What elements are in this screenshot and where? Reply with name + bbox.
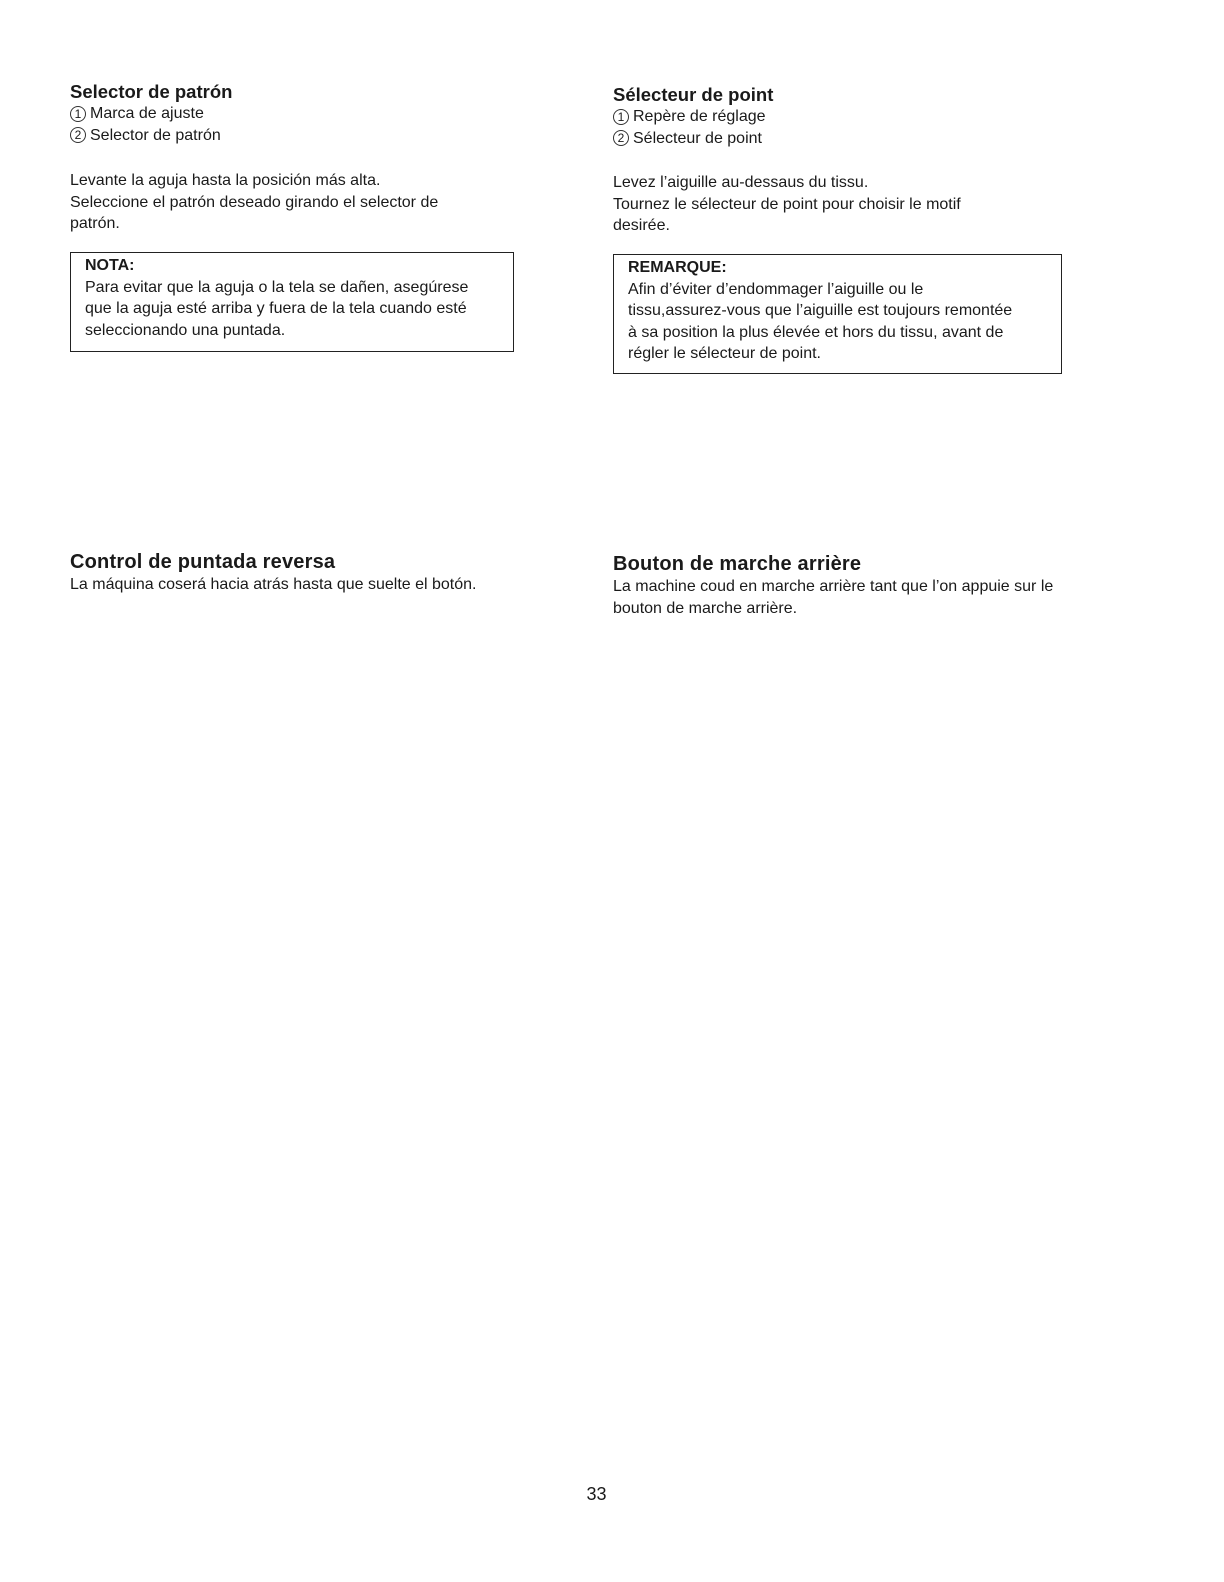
circled-number: 1 [613,109,629,125]
circled-number: 1 [70,106,86,122]
note-title: REMARQUE: [628,259,727,276]
paragraph-line: La machine coud en marche arrière tant que l’on appuie sur le [613,578,1054,595]
note-line: à sa position la plus élevée et hors du tissu, avant de [628,323,1004,341]
paragraph-line: patrón. [70,215,120,232]
note-line: Para evitar que la aguja o la tela se dañen, asegúrese [85,278,469,296]
paragraph-line: Levez l’aiguille au-dessaus du tissu. [613,174,869,191]
page-number: 33 [586,1484,607,1504]
instruction-paragraph [613,172,1113,237]
section-heading: Bouton de marche arrière [613,553,862,575]
legend-label: Marca de ajuste [90,105,204,122]
note-line: régler le sélecteur de point. [628,345,821,362]
note-line: que la aguja esté arriba y fuera de la tela cuando esté [85,300,467,317]
paragraph-line: Tournez le sélecteur de point pour choisir le motif [613,195,961,213]
paragraph-line: desirée. [613,217,670,234]
paragraph-line: bouton de marche arrière. [613,599,798,617]
paragraph-line: Levante la aguja hasta la posición más alta. [70,172,381,189]
note-title: NOTA: [85,257,135,274]
note-line: Afin d’éviter d’endommager l’aiguille ou le [628,280,924,298]
paragraph-line: La máquina coserá hacia atrás hasta que suelte el botón. [70,576,477,593]
legend-item [613,128,1113,150]
section-selector-de-patron [70,81,530,146]
note-line: seleccionando una puntada. [85,321,286,339]
paragraph-line: Seleccione el patrón deseado girando el selector de [70,193,439,211]
legend-list [70,103,530,146]
legend-item [70,125,530,147]
legend-list [613,106,1113,149]
legend-label: Repère de réglage [633,108,766,125]
section-heading: Sélecteur de point [613,84,774,105]
note-box [613,254,1062,374]
section-heading: Control de puntada reversa [70,551,336,573]
circled-number: 2 [613,130,629,146]
legend-label: Selector de patrón [90,126,221,144]
circled-number: 2 [70,127,86,143]
legend-item [70,103,530,125]
section-control-de-puntada-reversa [70,550,530,596]
note-box [70,252,514,352]
section-selecteur-de-point [613,84,1113,149]
note-line: tissu,assurez-vous que l’aiguille est toujours remontée [628,302,1013,319]
legend-item [613,106,1113,128]
legend-label: Sélecteur de point [633,129,762,147]
section-bouton-de-marche-arriere [613,552,1113,619]
instruction-paragraph [70,170,530,235]
section-heading: Selector de patrón [70,81,233,102]
